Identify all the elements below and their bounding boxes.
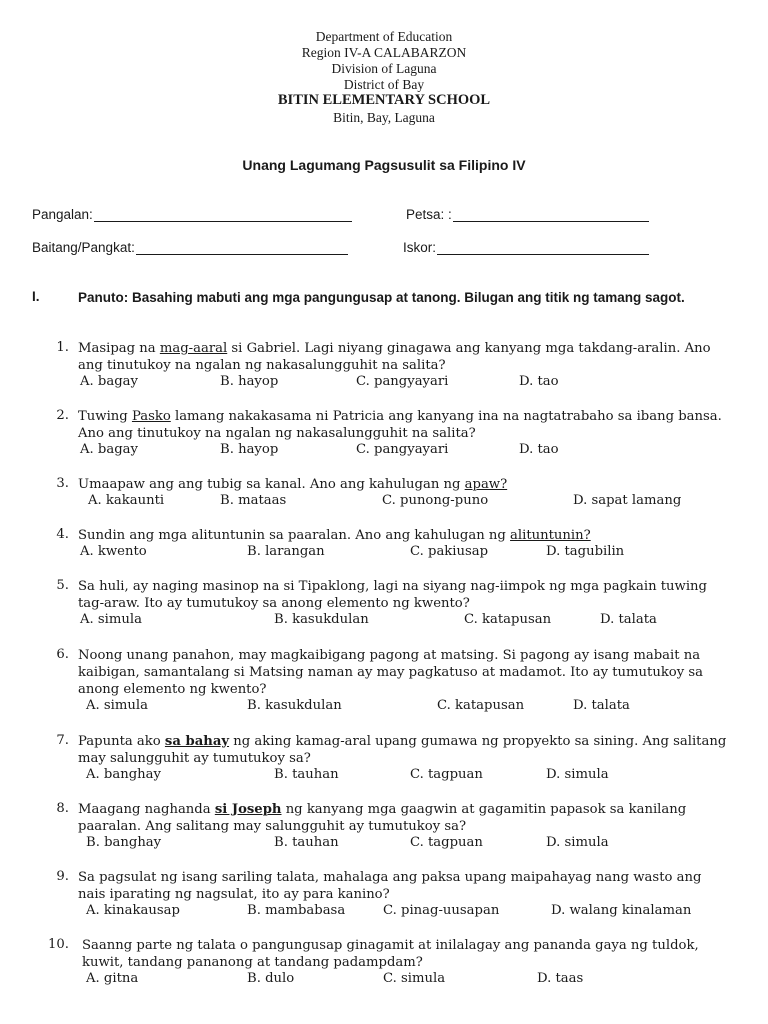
option-b[interactable]: B. tauhan (274, 767, 339, 782)
option-d[interactable]: D. talata (573, 698, 630, 713)
option-c[interactable]: C. punong-puno (382, 493, 489, 508)
option-a[interactable]: A. kinakausap (86, 903, 180, 918)
option-b[interactable]: B. dulo (247, 971, 295, 986)
question-number: 5. (56, 578, 69, 593)
option-c[interactable]: C. pangyayari (356, 374, 449, 389)
option-b[interactable]: B. mataas (220, 493, 287, 508)
district-line: District of Bay (343, 77, 425, 92)
underlined-word: mag-aaral (159, 341, 228, 356)
petsa-blank[interactable] (453, 208, 649, 222)
exam-title: Unang Lagumang Pagsusulit sa Filipino IV (242, 157, 526, 173)
option-d[interactable]: D. sapat lamang (573, 493, 682, 508)
underlined-word: si Joseph (214, 802, 282, 817)
option-b[interactable]: B. mambabasa (247, 903, 346, 918)
region-line: Region IV-A CALABARZON (301, 45, 467, 60)
option-d[interactable]: D. talata (600, 612, 657, 627)
baitang-field[interactable] (32, 240, 348, 255)
option-a[interactable]: A. kwento (80, 544, 147, 559)
question-stem: Maagang naghanda si Joseph ng kanyang mga gaagwin at gagamitin papasok sa kanilang paaralan. Ang salitang may salungguhit ay tumutukoy sa? (78, 802, 687, 834)
option-b[interactable]: B. kasukdulan (274, 612, 369, 627)
option-d[interactable]: D. tao (519, 442, 559, 457)
option-a[interactable]: A. simula (86, 698, 148, 713)
question-stem: Masipag na mag-aaral si Gabriel. Lagi niyang ginagawa ang kanyang mga takdang-aralin. Ano ang tinutukoy na ngalan ng nakasalungguhit na salita? (78, 341, 711, 373)
question-stem: Tuwing Pasko lamang nakakasama ni Patricia ang kanyang ina na nagtatrabaho sa ibang bansa. Ano ang tinutukoy na ngalan ng nakasalungguhit na salita? (78, 409, 722, 441)
department-line: Department of Education (315, 29, 453, 44)
pangalan-field[interactable] (32, 207, 352, 222)
question-stem: Sa huli, ay naging masinop na si Tipaklong, lagi na siyang nag-iimpok ng mga pagkain tuwing tag-araw. Ito ay tumutukoy sa anong elemento ng kwento? (78, 579, 707, 611)
question-stem: Saanng parte ng talata o pangungusap ginagamit at inilalagay ang pananda gaya ng tuldok, kuwit, tandang pananong at tandang padampdam? (82, 938, 699, 970)
iskor-field[interactable] (403, 240, 649, 255)
baitang-blank[interactable] (136, 241, 348, 255)
option-c[interactable]: C. katapusan (464, 612, 552, 627)
school-address: Bitin, Bay, Laguna (333, 110, 435, 125)
underlined-word: sa bahay (164, 734, 230, 749)
section-number: I. (32, 289, 40, 304)
school-name: BITIN ELEMENTARY SCHOOL (277, 92, 491, 108)
option-d[interactable]: D. simula (546, 835, 609, 850)
option-c[interactable]: C. tagpuan (410, 767, 483, 782)
option-c[interactable]: C. tagpuan (410, 835, 483, 850)
iskor-label: Iskor: (403, 240, 437, 255)
division-line: Division of Laguna (331, 61, 437, 76)
instruction-text: Panuto: Basahing mabuti ang mga pangungusap at tanong. Bilugan ang titik ng tamang sagot. (78, 290, 685, 305)
option-c[interactable]: C. pinag-uusapan (383, 903, 500, 918)
pangalan-blank[interactable] (94, 208, 352, 222)
question-number: 7. (56, 733, 69, 748)
option-c[interactable]: C. katapusan (437, 698, 525, 713)
option-c[interactable]: C. pangyayari (356, 442, 449, 457)
question-number: 8. (56, 801, 69, 816)
option-a[interactable]: A. kakaunti (88, 493, 165, 508)
question-number: 2. (56, 408, 69, 423)
option-a[interactable]: B. banghay (86, 835, 162, 850)
pangalan-label: Pangalan: (32, 207, 93, 222)
question-number: 3. (56, 476, 69, 491)
option-c[interactable]: C. pakiusap (410, 544, 489, 559)
petsa-label: Petsa: : (406, 207, 452, 222)
option-c[interactable]: C. simula (383, 971, 446, 986)
option-a[interactable]: A. simula (80, 612, 142, 627)
question-stem: Sundin ang mga alituntunin sa paaralan. Ano ang kahulugan ng alituntunin? (78, 528, 591, 543)
underlined-word: alituntunin? (510, 528, 591, 543)
question-stem: Umaapaw ang ang tubig sa kanal. Ano ang kahulugan ng apaw? (78, 477, 508, 492)
question-stem: Papunta ako sa bahay ng aking kamag-aral upang gumawa ng propyekto sa sining. Ang salitang may salungguhit ay tumutukoy sa? (78, 734, 727, 766)
underlined-word: Pasko (131, 409, 171, 424)
option-b[interactable]: B. kasukdulan (247, 698, 342, 713)
question-number: 9. (56, 869, 69, 884)
petsa-field[interactable] (406, 207, 649, 222)
question-number: 6. (56, 647, 69, 662)
option-b[interactable]: B. larangan (247, 544, 325, 559)
question-number: 1. (56, 340, 69, 355)
option-a[interactable]: A. gitna (86, 971, 139, 986)
iskor-blank[interactable] (437, 241, 649, 255)
question-stem: Noong unang panahon, may magkaibigang pagong at matsing. Si pagong ay isang mabait na kaibigan, samantalang si Matsing naman ay may pagkatuso at madamot. Ito ay tumutukoy sa anong elemento ng kwento? (78, 648, 704, 697)
option-d[interactable]: D. tagubilin (546, 544, 625, 559)
option-b[interactable]: B. hayop (220, 442, 279, 457)
option-d[interactable]: D. tao (519, 374, 559, 389)
option-b[interactable]: B. hayop (220, 374, 279, 389)
option-d[interactable]: D. walang kinalaman (551, 903, 692, 918)
underlined-word: apaw? (464, 477, 508, 492)
option-a[interactable]: A. bagay (80, 442, 138, 457)
option-d[interactable]: D. taas (537, 971, 584, 986)
option-d[interactable]: D. simula (546, 767, 609, 782)
question-number: 10. (48, 937, 69, 952)
baitang-label: Baitang/Pangkat: (32, 240, 135, 255)
question-number: 4. (56, 527, 69, 542)
option-b[interactable]: B. tauhan (274, 835, 339, 850)
option-a[interactable]: A. banghay (86, 767, 161, 782)
question-stem: Sa pagsulat ng isang sariling talata, mahalaga ang paksa upang maipahayag nang wasto ang nais iparating ng nagsulat, ito ay para kanino? (78, 870, 702, 902)
option-a[interactable]: A. bagay (80, 374, 138, 389)
